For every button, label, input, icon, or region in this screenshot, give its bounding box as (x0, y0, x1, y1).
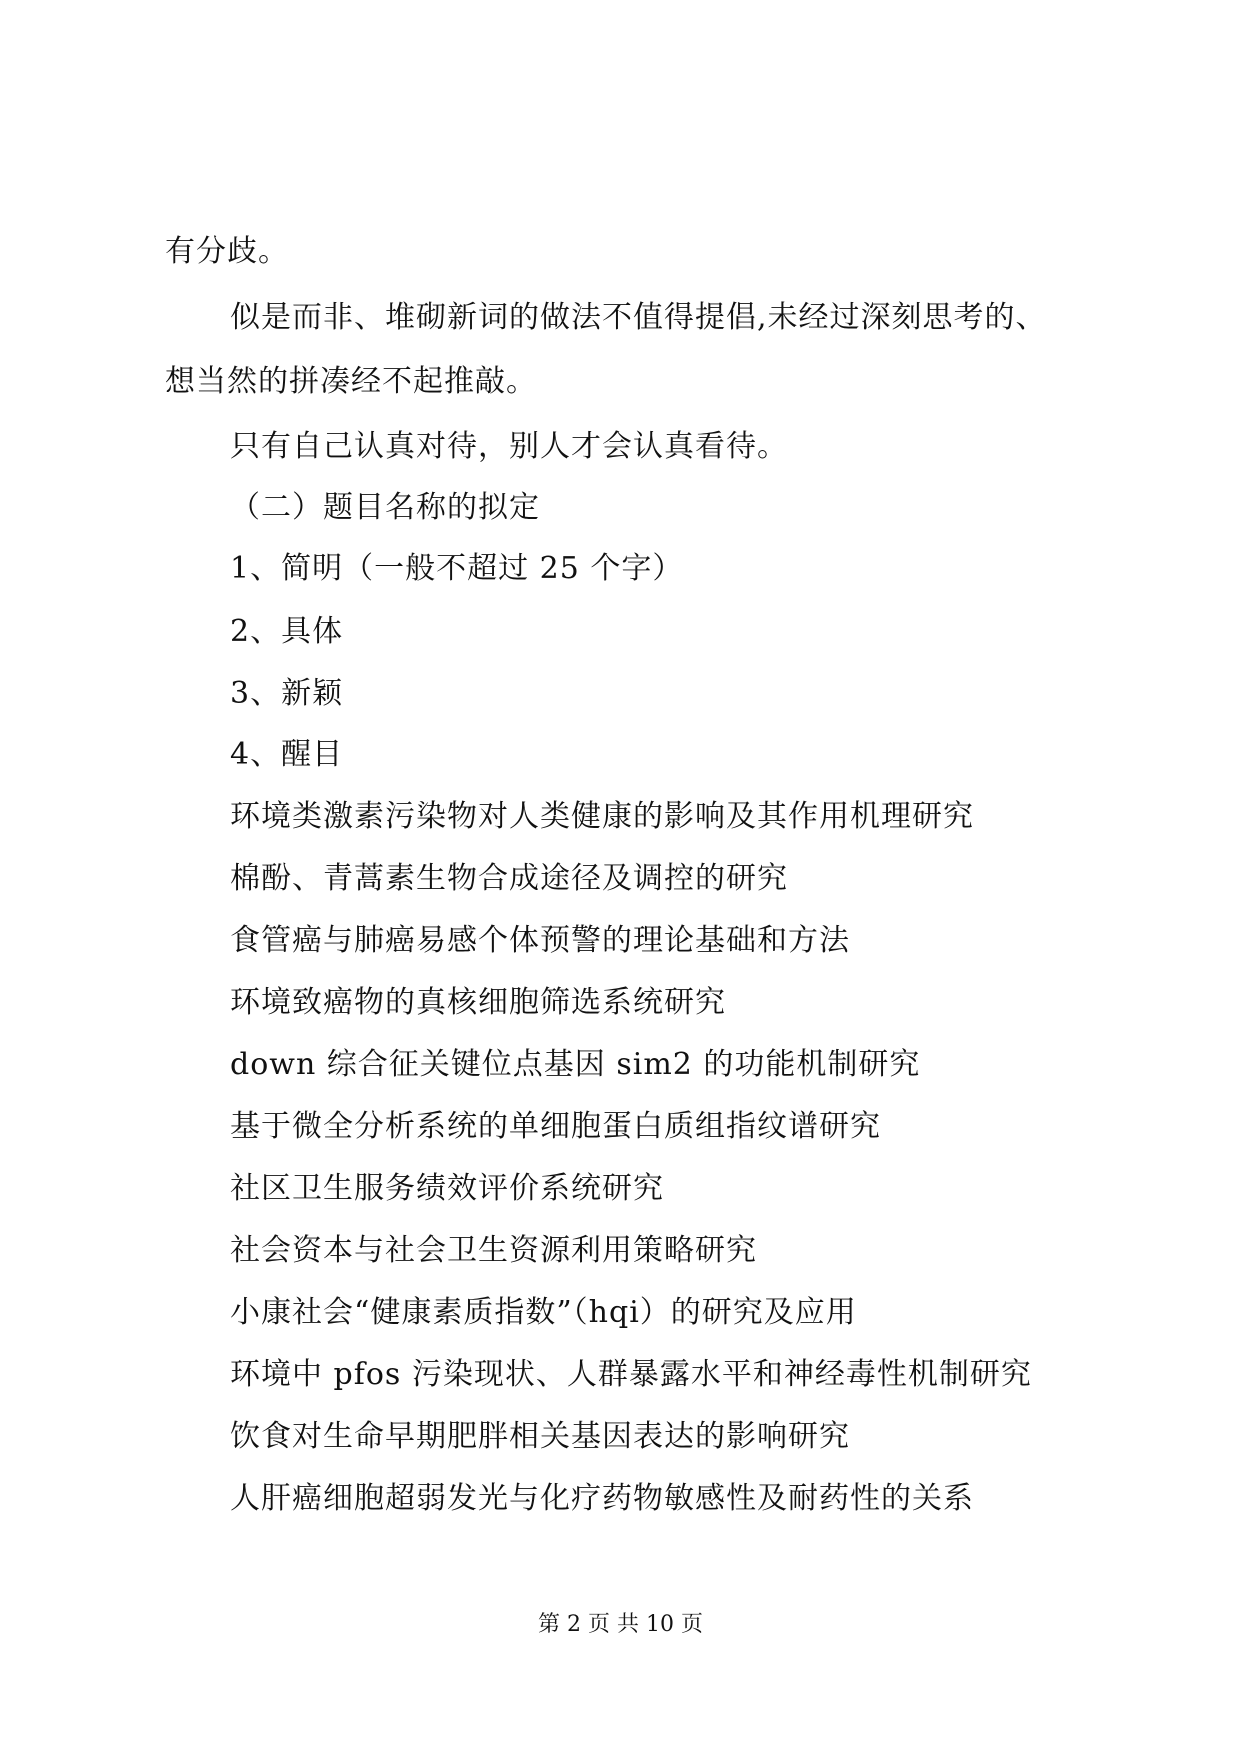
list-item: 4、醒目 (230, 737, 344, 772)
title-example: 棉酚、青蒿素生物合成途径及调控的研究 (230, 861, 788, 896)
title-example: 饮食对生命早期肥胖相关基因表达的影响研究 (230, 1419, 850, 1454)
text-line: 似是而非、堆砌新词的做法不值得提倡,未经过深刻思考的、 (230, 300, 1047, 335)
title-example: 人肝癌细胞超弱发光与化疗药物敏感性及耐药性的关系 (230, 1481, 974, 1516)
title-example: 环境致癌物的真核细胞筛选系统研究 (230, 985, 726, 1020)
list-item: 3、新颖 (230, 676, 344, 711)
title-example: 小康社会“健康素质指数”（hqi）的研究及应用 (230, 1295, 857, 1330)
list-item: 1、简明（一般不超过 25 个字） (230, 551, 684, 586)
list-item: 2、具体 (230, 614, 344, 649)
text-line: 有分歧。 (165, 234, 289, 269)
title-example: 社会资本与社会卫生资源利用策略研究 (230, 1233, 757, 1268)
title-example: 食管癌与肺癌易感个体预警的理论基础和方法 (230, 923, 850, 958)
title-example: 基于微全分析系统的单细胞蛋白质组指纹谱研究 (230, 1109, 881, 1144)
section-heading: （二）题目名称的拟定 (230, 490, 540, 525)
title-example: 环境中 pfos 污染现状、人群暴露水平和神经毒性机制研究 (230, 1357, 1032, 1392)
title-example: 环境类激素污染物对人类健康的影响及其作用机理研究 (230, 799, 974, 834)
title-example: down 综合征关键位点基因 sim2 的功能机制研究 (230, 1047, 921, 1082)
text-line: 只有自己认真对待，别人才会认真看待。 (230, 429, 788, 464)
text-line: 想当然的拼凑经不起推敲。 (165, 364, 537, 399)
page-number-footer: 第 2 页 共 10 页 (538, 1612, 703, 1637)
title-example: 社区卫生服务绩效评价系统研究 (230, 1171, 664, 1206)
